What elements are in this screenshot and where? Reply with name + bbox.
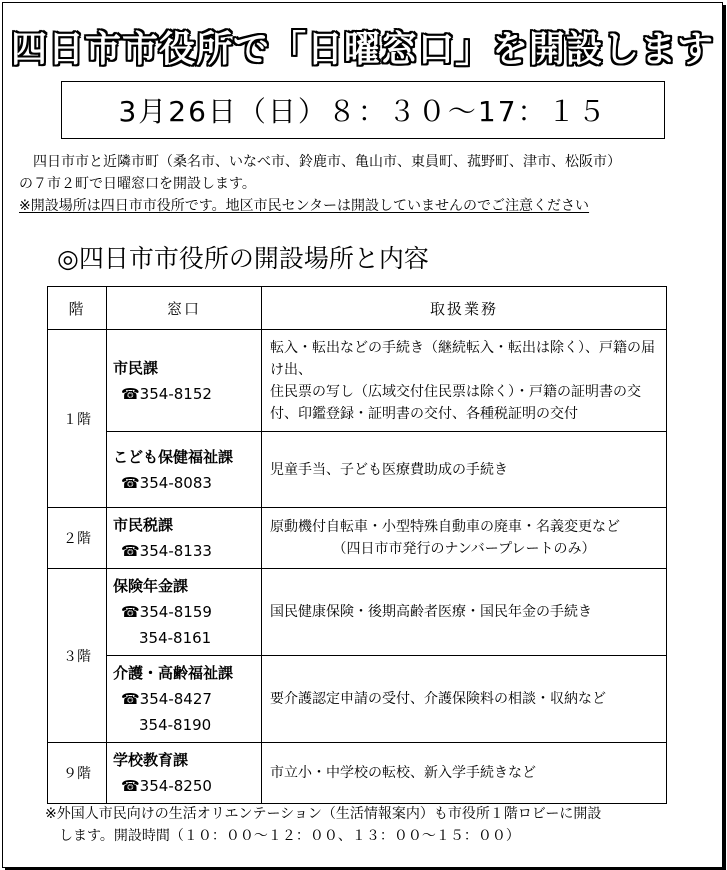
dept-name: 学校教育課: [113, 751, 189, 769]
work-line: 要介護認定申請の受付、介護保険料の相談・収納など: [270, 691, 606, 707]
work-line: 転入・転出などの手続き（継続転入・転出は除く）、戸籍の届け出、: [270, 339, 655, 378]
phone-number: 354-8161: [139, 629, 212, 647]
table-row: [48, 330, 667, 432]
phone-number: ☎354-8152: [121, 384, 212, 403]
dept-cell: [107, 656, 262, 743]
work-line: 市立小・中学校の転校、新入学手続きなど: [270, 765, 536, 781]
work-line: 原動機付自転車・小型特殊自動車の廃車・名義変更など: [270, 519, 620, 535]
dept-name: 介護・高齢福祉課: [113, 664, 234, 682]
services-table: [47, 286, 667, 804]
dept-name: 保険年金課: [113, 577, 189, 595]
phone-number: ☎354-8427: [121, 690, 212, 708]
work-line: 国民健康保険・後期高齢者医療・国民年金の手続き: [270, 604, 592, 620]
floor-cell: ３階: [48, 569, 107, 743]
phone-number: ☎354-8083: [121, 473, 212, 492]
work-cell: [262, 508, 667, 569]
phone-number: 354-8190: [139, 716, 212, 734]
table-row: [48, 656, 667, 743]
dept-name: こども保健福祉課: [113, 447, 234, 466]
work-cell: [262, 432, 667, 508]
intro-line-1: 四日市市と近隣市町（桑名市、いなべ市、鈴鹿市、亀山市、東員町、菰野町、津市、松阪市）: [33, 154, 621, 170]
dept-cell: [107, 743, 262, 804]
intro-note-text: ※開設場所は四日市市役所です。地区市民センターは開設していませんのでご注意ください: [19, 198, 590, 214]
work-cell: [262, 656, 667, 743]
dept-name: 市民税課: [113, 516, 174, 534]
header-work: 取扱業務: [262, 287, 667, 330]
phone-number: ☎354-8133: [121, 542, 212, 560]
work-line: （四日市市発行のナンバープレートのみ）: [332, 541, 596, 557]
date-time-box: 3月26日（日）８：３０～17：１５: [61, 81, 665, 139]
dept-cell: [107, 508, 262, 569]
work-cell: [262, 743, 667, 804]
header-floor: 階: [48, 287, 107, 330]
dept-cell: [107, 330, 262, 432]
table-row: [48, 569, 667, 656]
intro-text: [19, 151, 709, 217]
phone-number: ☎354-8159: [121, 603, 212, 621]
floor-cell: ２階: [48, 508, 107, 569]
work-line: 児童手当、子ども医療費助成の手続き: [270, 461, 508, 478]
table-header-row: [48, 287, 667, 330]
phone-number: ☎354-8250: [121, 777, 212, 795]
footer-line-1: ※外国人市民向けの生活オリエンテーション（生活情報案内）も市役所１階ロビーに開設: [45, 806, 602, 822]
dept-cell: [107, 569, 262, 656]
intro-note: [19, 195, 709, 217]
header-window: 窓口: [107, 287, 262, 330]
footer-line-2: します。開設時間（１０：００～１２：００、１３：００～１５：００）: [59, 828, 520, 844]
work-line: 住民票の写し（広域交付住民票は除く）・戸籍の証明書の交付、印鑑登録・証明書の交付、各種税証明の交付: [270, 383, 641, 422]
table-row: [48, 508, 667, 569]
intro-line-2: の７市２町で日曜窓口を開設します。: [19, 176, 256, 192]
floor-cell: １階: [48, 330, 107, 508]
table-row: [48, 743, 667, 804]
page-title: 四日市市役所で「日曜窓口」を開設します: [10, 29, 714, 70]
work-cell: [262, 330, 667, 432]
work-cell: [262, 569, 667, 656]
floor-cell: ９階: [48, 743, 107, 804]
notice-frame: [2, 2, 723, 868]
dept-cell: [107, 432, 262, 508]
footer-note: [45, 803, 717, 847]
table-row: [48, 432, 667, 508]
dept-name: 市民課: [113, 358, 159, 377]
section-heading: ◎四日市市役所の開設場所と内容: [57, 244, 429, 273]
